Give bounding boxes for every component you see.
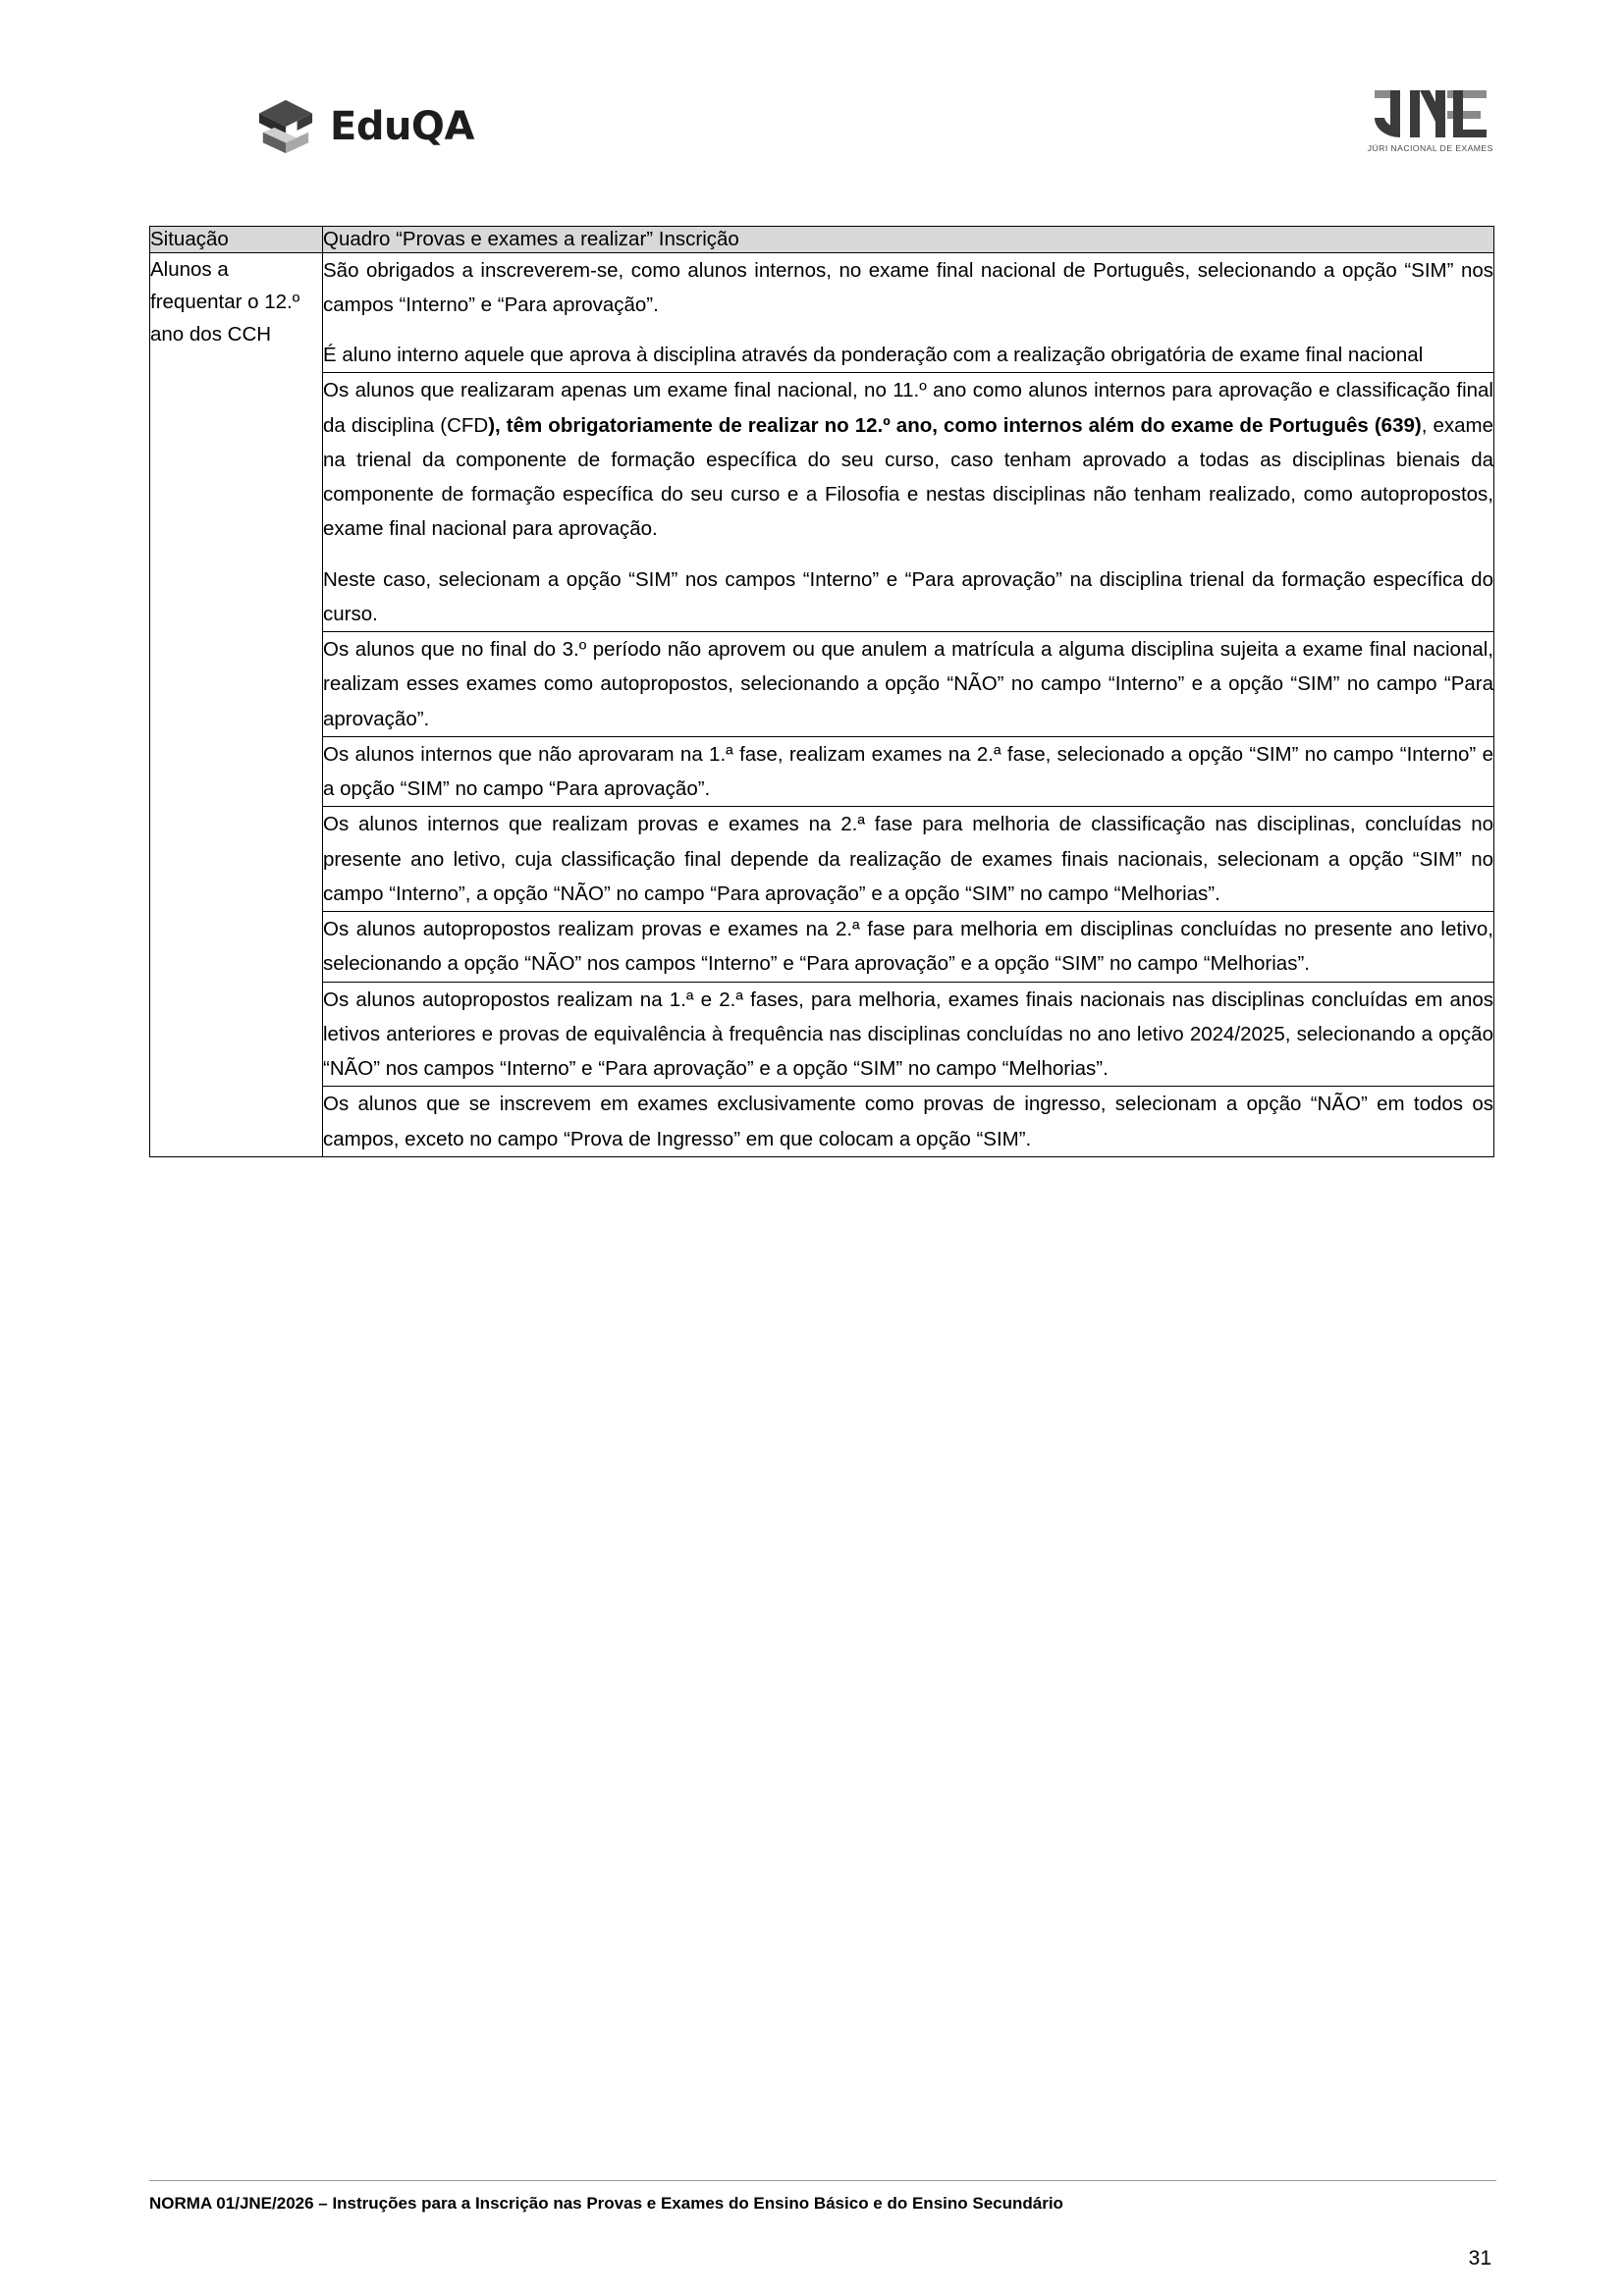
text-run: Os alunos autopropostos realizam provas e exames na 2.ª fase para melhoria em disciplinas concluídas no presente ano letivo, selecionando a opção “NÃO” nos campos “Interno” e “Para aprovação” e a opção “SIM” no campo “Melhorias”. [323, 918, 1493, 976]
table-row [150, 252, 1494, 373]
description-cell [323, 982, 1494, 1087]
jne-logo [1369, 88, 1492, 153]
description-paragraph [323, 912, 1493, 982]
table-row [150, 736, 1494, 807]
page-footer [149, 2180, 1496, 2216]
text-run: Os alunos internos que realizam provas e exames na 2.ª fase para melhoria de classificação nas disciplinas, concluídas no presente ano letivo, cuja classificação final depende da realização de exames finais nacionais, selecionam a opção “SIM” no campo “Interno”, a opção “NÃO” no campo “Para aprovação” e a opção “SIM” no campo “Melhorias”. [323, 813, 1493, 905]
description-paragraph [323, 1087, 1493, 1156]
description-cell [323, 252, 1494, 373]
situations-table [149, 226, 1494, 1157]
eduqa-wordmark: EduQA [330, 104, 474, 149]
bold-run: ), têm obrigatoriamente de realizar no 12.º ano, como internos além do exame de Português (639) [488, 413, 1422, 437]
table-row [150, 912, 1494, 983]
text-run: Os alunos autopropostos realizam na 1.ª e 2.ª fases, para melhoria, exames finais nacionais nas disciplinas concluídas em anos letivos anteriores e provas de equivalência à frequência nas disciplinas concluídas no ano letivo 2024/2025, selecionando a opção “NÃO” nos campos “Interno” e “Para aprovação” e a opção “SIM” no campo “Melhorias”. [323, 988, 1493, 1081]
text-run: Os alunos que se inscrevem em exames exclusivamente como provas de ingresso, selecionam a opção “NÃO” em todos os campos, exceto no campo “Prova de Ingresso” em que colocam a opção “SIM”. [323, 1093, 1493, 1150]
column-header-quadro: Quadro “Provas e exames a realizar” Inscrição [323, 227, 1494, 253]
footer-norma-text: NORMA 01/JNE/2026 – Instruções para a Inscrição nas Provas e Exames do Ensino Básico e do Ensino Secundário [149, 2193, 1063, 2213]
description-cell [323, 373, 1494, 632]
text-run: São obrigados a inscreverem-se, como alunos internos, no exame final nacional de Português, selecionando a opção “SIM” nos campos “Interno” e “Para aprovação”. [323, 258, 1493, 316]
page-number: 31 [1468, 2247, 1491, 2269]
description-paragraph [323, 632, 1493, 736]
description-paragraph [323, 338, 1493, 372]
text-run: Os alunos que no final do 3.º período não aprovem ou que anulem a matrícula a alguma disciplina sujeita a exame final nacional, realizam esses exames como autopropostos, selecionando a opção “NÃO” no campo “Interno” e a opção “SIM” no campo “Para aprovação”. [323, 638, 1493, 730]
description-cell [323, 912, 1494, 983]
description-paragraph [323, 983, 1493, 1087]
description-cell [323, 807, 1494, 912]
description-paragraph [323, 807, 1493, 911]
jne-subtitle: JÚRI NACIONAL DE EXAMES [1368, 143, 1494, 153]
text-run: Neste caso, selecionam a opção “SIM” nos campos “Interno” e “Para aprovação” na disciplina trienal da formação específica do curso. [323, 567, 1493, 625]
document-header [152, 80, 1516, 169]
layered-book-icon [255, 98, 316, 155]
table-header-row [150, 227, 1494, 253]
table-row [150, 1087, 1494, 1157]
table-row [150, 807, 1494, 912]
text-run: , exame na trienal da componente de formação específica do seu curso, caso tenham aprovado a todas as disciplinas bienais da componente de formação específica do seu curso e a Filosofia e nestas disciplinas não tenham realizado, como autopropostos, exame final nacional para aprovação. [323, 413, 1493, 541]
description-paragraph [323, 562, 1493, 632]
description-paragraph [323, 373, 1493, 546]
column-header-situacao: Situação [150, 227, 323, 253]
table-row [150, 982, 1494, 1087]
eduqa-logo [255, 98, 474, 155]
jne-mark-icon [1371, 88, 1490, 141]
text-run: É aluno interno aquele que aprova à disciplina através da ponderação com a realização obrigatória de exame final nacional [323, 344, 1424, 367]
table-row [150, 632, 1494, 737]
situation-cell: Alunos a frequentar o 12.º ano dos CCH [150, 252, 323, 1156]
description-paragraph [323, 737, 1493, 807]
footer-divider [149, 2180, 1496, 2181]
text-run: Os alunos internos que não aprovaram na 1.ª fase, realizam exames na 2.ª fase, selecionado a opção “SIM” no campo “Interno” e a opção “SIM” no campo “Para aprovação”. [323, 742, 1493, 801]
description-cell [323, 736, 1494, 807]
description-cell [323, 1087, 1494, 1157]
description-cell [323, 632, 1494, 737]
text-run: Os alunos que realizaram apenas um exame final nacional, no 11.º ano como alunos internos para aprovação e classificação final da disciplina (CFD [323, 379, 1493, 437]
table-row [150, 373, 1494, 632]
description-paragraph [323, 253, 1493, 323]
